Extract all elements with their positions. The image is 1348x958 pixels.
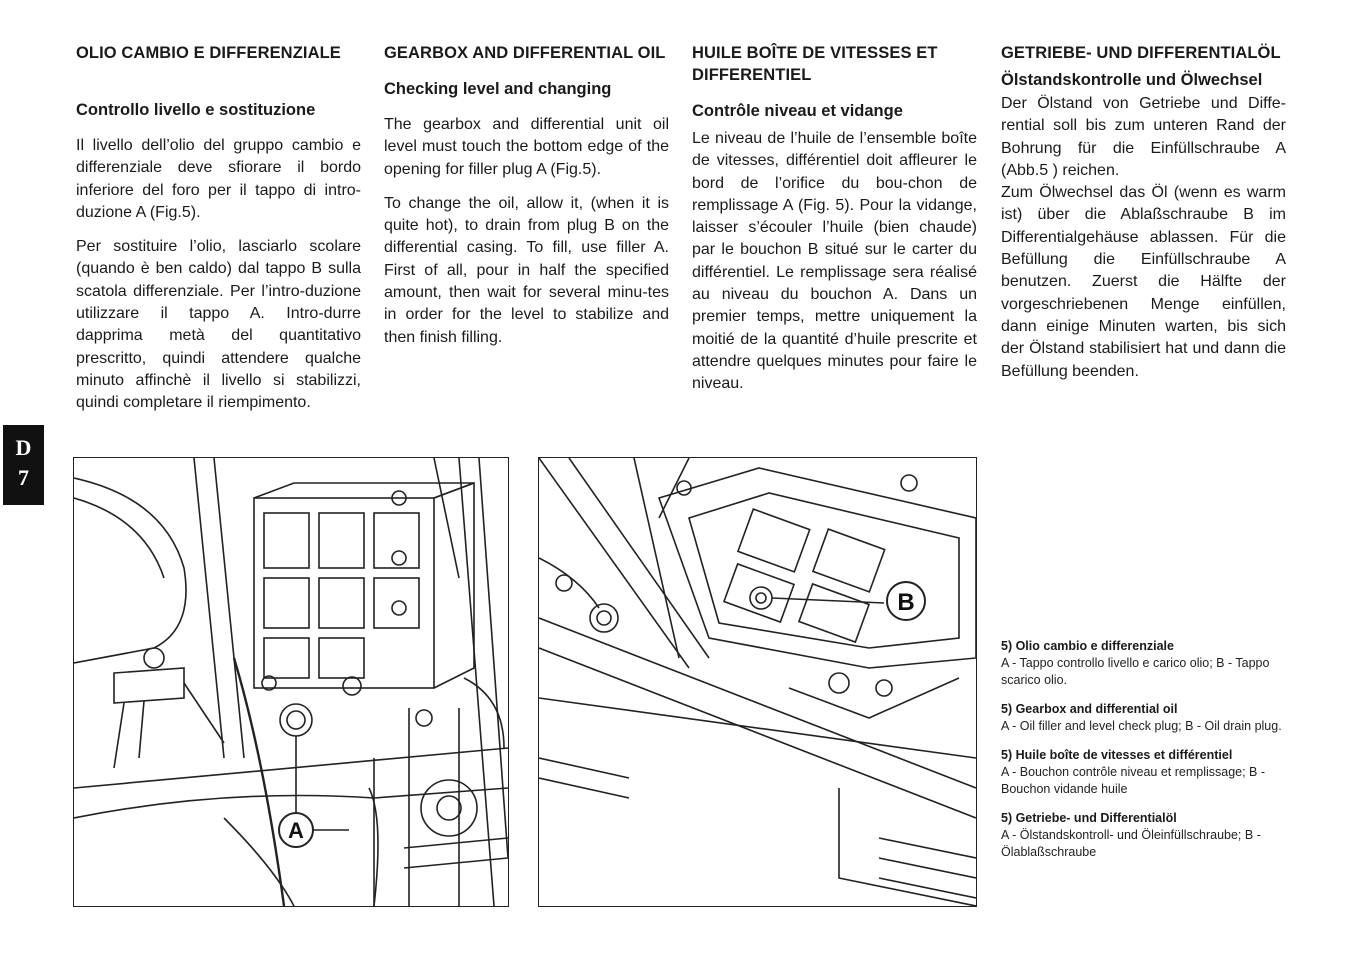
subtitle-english: Checking level and changing	[384, 80, 612, 98]
paragraph-german-1: Der Ölstand von Getriebe und Diffe-rential soll bis zum unteren Rand der Bohrung für die Einfüllschraube A (Abb.5 ) reichen.	[1001, 95, 1286, 179]
title-german: GETRIEBE- UND DIFFERENTIALÖL	[1001, 44, 1281, 62]
figure-differential-plug-b	[538, 457, 977, 907]
caption-text: A - Ölstandskontroll- und Öleinfüllschraube; B - Ölablaßschraube	[1001, 828, 1261, 859]
paragraph-english-1: The gearbox and differential unit oil level must touch the bottom edge of the opening for filler plug A (Fig.5).	[384, 116, 669, 178]
column-english	[384, 42, 669, 349]
subtitle-italian: Controllo livello e sostituzione	[76, 101, 316, 119]
caption-text: A - Tappo controllo livello e carico olio; B - Tappo scarico olio.	[1001, 656, 1270, 687]
caption-text: A - Bouchon contrôle niveau et remplissage; B - Bouchon vidande huile	[1001, 765, 1266, 796]
differential-illustration	[539, 458, 976, 906]
title-english: GEARBOX AND DIFFERENTIAL OIL	[384, 44, 666, 62]
subtitle-german: Ölstandskontrolle und Ölwechsel	[1001, 71, 1263, 89]
caption-title: 5) Huile boîte de vitesses et différentiel	[1001, 748, 1233, 762]
figure-captions	[1001, 638, 1291, 873]
caption-french	[1001, 747, 1291, 798]
section-tab-number: 7	[18, 465, 29, 490]
subtitle-french: Contrôle niveau et vidange	[692, 102, 903, 120]
figure-gearbox-plug-a	[73, 457, 509, 907]
section-tab	[3, 425, 44, 505]
caption-german	[1001, 810, 1291, 861]
paragraph-french-1: Le niveau de l’huile de l’ensemble boîte de vitesses, différentiel doit affleurer le bord de l’orifice du bou-chon de remplissage A (Fig. 5). Pour la vidange, laisser s’écouler l’huile (bien chaude) par le bouchon B situé sur le carter du différentiel. Le remplissage sera réalisé au niveau du bouchon A. Dans un premier temps, mettre uniquement la moitié de la quantité d’huile prescrite et attendre quelques minutes pour faire le niveau.	[692, 130, 977, 393]
caption-title: 5) Olio cambio e differenziale	[1001, 639, 1174, 653]
title-french: HUILE BOÎTE DE VITESSES ET DIFFERENTIEL	[692, 44, 938, 84]
caption-title: 5) Gearbox and differential oil	[1001, 702, 1178, 716]
paragraph-italian-2: Per sostituire l’olio, lasciarlo scolare (quando è ben caldo) dal tappo B sulla scatola differenziale. Per l’intro-duzione utilizzare il tappo A. Intro-durre dapprima metà del quantitativo prescritto, quindi attendere qualche minuto affinchè il livello si stabilizzi, quindi completare il riempimento.	[76, 238, 361, 412]
gearbox-illustration	[74, 458, 508, 906]
column-french	[692, 42, 977, 396]
caption-text: A - Oil filler and level check plug; B - Oil drain plug.	[1001, 719, 1282, 733]
figure-label-b: B	[897, 589, 915, 616]
column-italian	[76, 42, 361, 415]
section-tab-letter: D	[15, 435, 32, 460]
figure-label-a: A	[288, 818, 304, 843]
caption-italian	[1001, 638, 1291, 689]
paragraph-english-2: To change the oil, allow it, (when it is quite hot), to drain from plug B on the differential casing. To fill, use filler A. First of all, pour in half the specified amount, then wait for several minu-tes in order for the level to stabilize and then finish filling.	[384, 194, 669, 346]
caption-english	[1001, 701, 1291, 735]
paragraph-german-2: Zum Ölwechsel das Öl (wenn es warm ist) über die Ablaßschraube B im Differentialgehäuse ablassen. Für die Befüllung die Einfüllschraube A benutzen. Zuerst die Hälfte der vorgeschriebenen Menge einfüllen, dann einige Minuten warten, bis sich der Ölstand stabilisiert hat und dann die Befüllung beenden.	[1001, 184, 1286, 380]
column-german	[1001, 42, 1286, 383]
paragraph-italian-1: Il livello dell’olio del gruppo cambio e differenziale deve sfiorare il bordo inferiore del foro per il tappo di intro-duzione A (Fig.5).	[76, 137, 361, 221]
title-italian: OLIO CAMBIO E DIFFERENZIALE	[76, 44, 341, 62]
caption-title: 5) Getriebe- und Differentialöl	[1001, 811, 1177, 825]
